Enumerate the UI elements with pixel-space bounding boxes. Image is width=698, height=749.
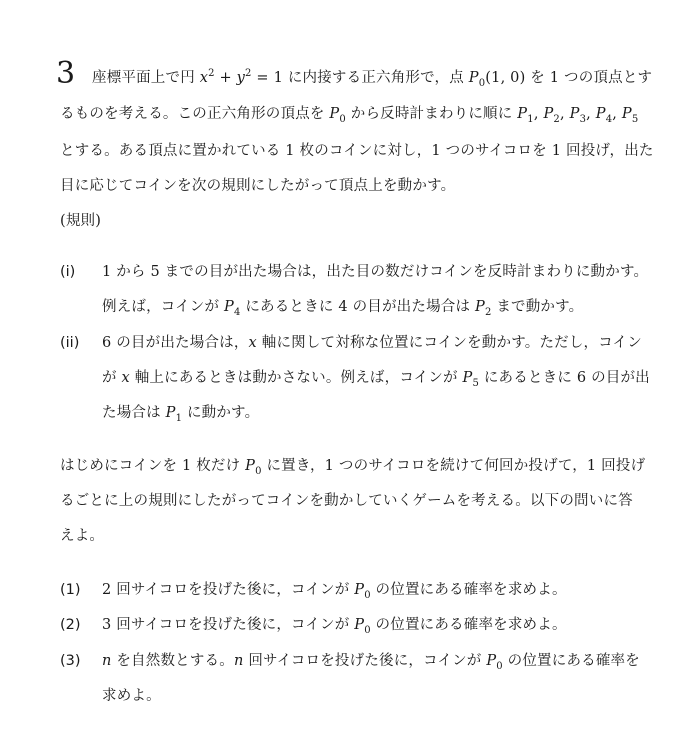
math-var: x — [248, 335, 257, 351]
math-var: P — [474, 299, 485, 315]
question-3-text — [102, 651, 640, 671]
question-text: を自然数とする。 — [111, 653, 234, 669]
math-sup: 2 — [208, 68, 215, 80]
math-var: x — [121, 370, 130, 386]
intro-text: るものを考える。この正六角形の頂点を — [60, 106, 330, 122]
rule-text: にあるときに 4 の目が出た場合は — [240, 299, 475, 315]
rule-label: (i) — [60, 264, 76, 280]
math-sub: 1 — [175, 412, 183, 424]
intro-line-3: とする。ある頂点に置かれている 1 枚のコインに対し，1 つのサイコロを 1 回投げ，出た — [60, 143, 654, 159]
question-text: 2 回サイコロを投げた後に，コインが — [102, 582, 355, 598]
math-sub: 2 — [484, 306, 492, 318]
math-sub: 2 — [553, 113, 560, 125]
rule-label: (ii) — [60, 335, 80, 351]
question-label: (1) — [60, 582, 81, 598]
game-line-2: るごとに上の規則にしたがってコインを動かしていくゲームを考える。以下の問いに答 — [60, 493, 633, 509]
rules-heading: (規則) — [60, 213, 102, 229]
math-sub: 0 — [255, 465, 262, 477]
intro-line-4: 目に応じてコインを次の規則にしたがって頂点上を動かす。 — [60, 178, 456, 194]
math-var: P — [543, 106, 554, 122]
intro-text: を 1 つの頂点とす — [525, 70, 653, 86]
math-var: x — [199, 70, 209, 86]
math-sub: 0 — [339, 113, 346, 125]
math-var: P — [468, 70, 479, 86]
question-text: の位置にある確率を求めよ。 — [370, 617, 567, 633]
intro-line-1 — [92, 68, 652, 88]
rule-text: にあるときに 6 の目が出 — [479, 370, 650, 386]
math-var: P — [462, 370, 473, 386]
intro-text: 座標平面上で円 — [92, 70, 200, 86]
math-var: P — [595, 106, 606, 122]
math-var: P — [329, 106, 340, 122]
question-3-text-cont: 求めよ。 — [102, 688, 161, 704]
math-var: P — [517, 106, 528, 122]
rule-2-line-1 — [102, 333, 642, 353]
math-var: P — [354, 617, 365, 633]
math-var: y — [236, 70, 246, 86]
math-sep: , — [559, 106, 570, 122]
problem-number: 3 — [56, 56, 76, 91]
rule-2-line-2 — [102, 368, 650, 388]
rule-1-line-2 — [102, 297, 583, 317]
math-sub: 5 — [631, 113, 639, 125]
math-sub: 0 — [478, 77, 486, 89]
question-label: (3) — [60, 653, 81, 669]
math-sub: 3 — [579, 113, 587, 125]
math-var: P — [621, 106, 632, 122]
question-2-text — [102, 615, 567, 635]
question-text: の位置にある確率を求めよ。 — [370, 582, 567, 598]
question-text: 回サイコロを投げた後に，コインが — [243, 653, 487, 669]
question-1-text — [102, 580, 567, 600]
math-sep: , — [533, 106, 544, 122]
math-var: P — [223, 299, 234, 315]
math-sub: 0 — [364, 624, 371, 636]
math-op: = 1 — [251, 70, 284, 86]
question-text: の位置にある確率を — [502, 653, 640, 669]
question-label: (2) — [60, 617, 81, 633]
math-var: n — [102, 653, 112, 669]
game-text: に置き，1 つのサイコロを続けて何回か投げて，1 回投げ — [261, 458, 646, 474]
rule-text: まで動かす。 — [491, 299, 584, 315]
math-sep: , — [586, 106, 596, 122]
intro-text: に内接する正六角形で，点 — [283, 70, 469, 86]
math-sub: 4 — [605, 113, 613, 125]
math-op: + — [214, 70, 237, 86]
intro-line-2 — [60, 104, 638, 124]
math-sub: 0 — [496, 660, 503, 672]
game-text: はじめにコインを 1 枚だけ — [60, 458, 246, 474]
rule-text: に動かす。 — [182, 405, 260, 421]
math-coords: (1, 0) — [485, 70, 526, 86]
rule-text: 例えば，コインが — [102, 299, 224, 315]
rule-text: が — [102, 370, 122, 386]
math-sub: 4 — [233, 306, 241, 318]
rule-text: 6 の目が出た場合は， — [102, 335, 249, 351]
math-var: P — [354, 582, 365, 598]
math-var: P — [486, 653, 497, 669]
math-sub: 0 — [364, 589, 371, 601]
math-sub: 5 — [472, 377, 480, 389]
math-sup: 2 — [245, 68, 252, 80]
math-var: P — [165, 405, 176, 421]
math-var: P — [245, 458, 256, 474]
math-var: P — [569, 106, 580, 122]
math-sub: 1 — [527, 113, 534, 125]
intro-text: から反時計まわりに順に — [345, 106, 518, 122]
rule-1-line-1: 1 から 5 までの目が出た場合は，出た目の数だけコインを反時計まわりに動かす。 — [102, 264, 649, 280]
rule-text: 軸に関して対称な位置にコインを動かす。ただし，コイン — [256, 335, 642, 351]
game-line-1 — [60, 456, 645, 476]
rule-text: 軸上にあるときは動かさない。例えば，コインが — [129, 370, 463, 386]
math-var: n — [233, 653, 244, 669]
rule-text: た場合は — [102, 405, 166, 421]
game-line-3: えよ。 — [60, 528, 105, 544]
math-sep: , — [612, 106, 622, 122]
question-text: 3 回サイコロを投げた後に，コインが — [102, 617, 355, 633]
rule-2-line-3 — [102, 403, 259, 423]
